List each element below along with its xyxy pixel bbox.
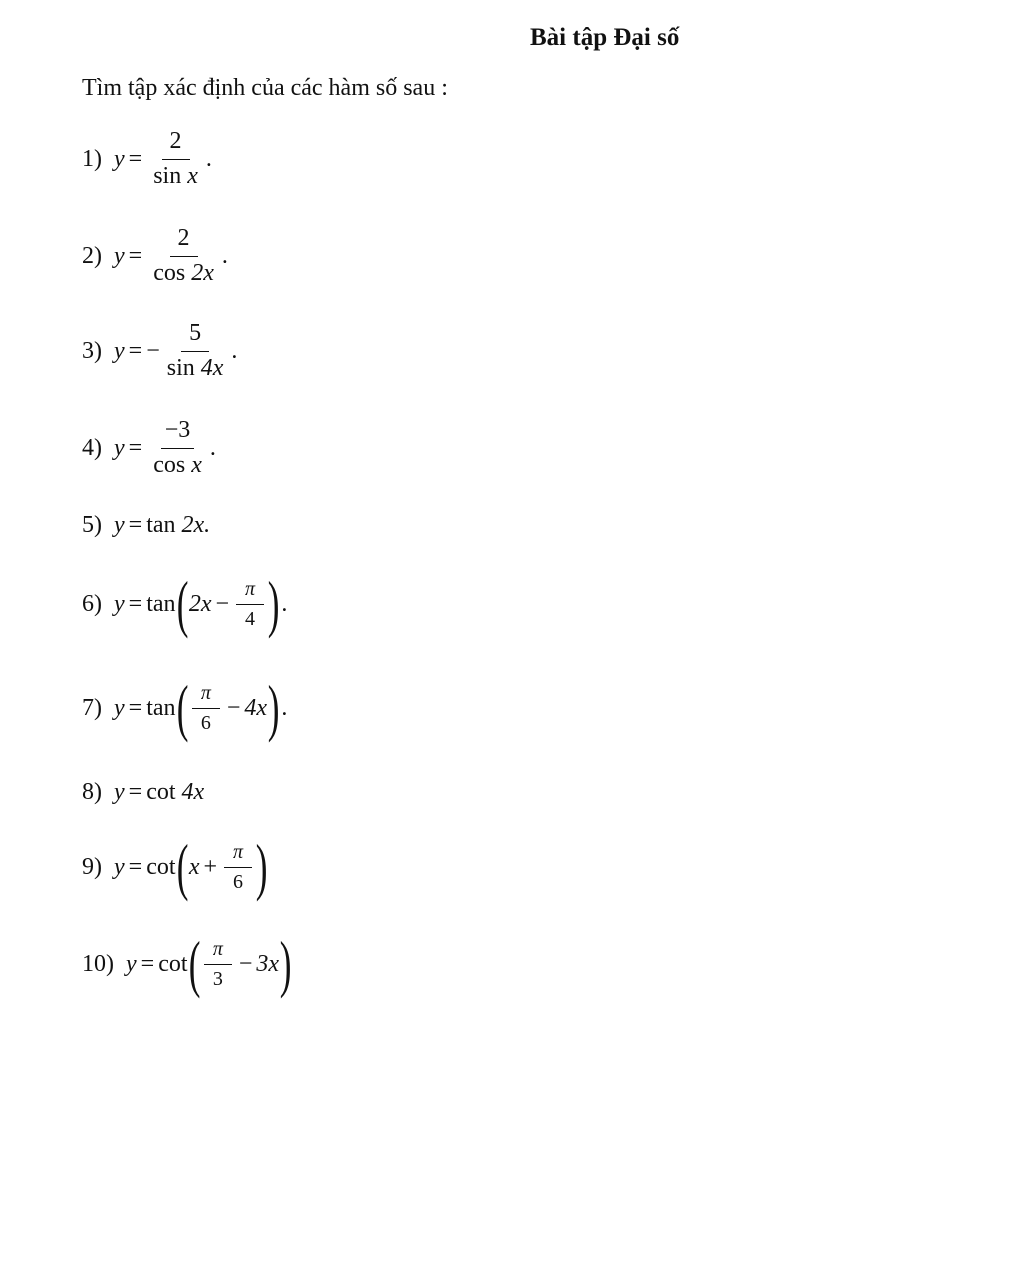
exercise-1 (82, 128, 212, 190)
instruction-text: Tìm tập xác định của các hàm số sau : (82, 75, 448, 101)
equals-sign: = (128, 512, 143, 538)
equals-sign: = (128, 853, 143, 880)
argument: x (187, 162, 198, 189)
pi-fraction (204, 938, 232, 991)
variable-y: y (114, 434, 125, 461)
function-name: cos (153, 259, 186, 286)
exercise-number: 3) (82, 337, 102, 364)
function-name: tan (146, 590, 176, 617)
numerator: 2 (162, 128, 190, 160)
end-punctuation: . (221, 242, 228, 269)
variable-y: y (114, 512, 125, 538)
exercise-number: 5) (82, 512, 102, 538)
argument: 4x (200, 354, 224, 381)
variable-y: y (114, 145, 125, 172)
exercise-10 (82, 928, 292, 999)
variable-y: y (114, 242, 125, 269)
left-paren: ( (176, 568, 189, 639)
exercise-9 (82, 831, 268, 902)
page-title: Bài tập Đại số (530, 24, 680, 51)
pi-fraction (236, 578, 264, 631)
end-punctuation: . (231, 337, 238, 364)
function-name: sin (153, 162, 182, 189)
argument: 2x (191, 259, 214, 286)
exercise-3 (82, 320, 237, 382)
denominator (149, 160, 202, 191)
argument: 4x (181, 779, 205, 805)
function-name: tan (146, 694, 176, 721)
function-name: cot (158, 950, 188, 977)
numerator: π (236, 578, 264, 605)
fraction (149, 417, 206, 479)
variable-y: y (114, 590, 125, 617)
denominator: 6 (233, 870, 244, 893)
end-punctuation: . (209, 434, 216, 461)
denominator (149, 449, 206, 480)
function-name: tan (146, 512, 176, 538)
fraction (149, 225, 218, 287)
exercise-number: 1) (82, 145, 102, 172)
exercise-number: 8) (82, 779, 102, 805)
term: x (188, 853, 200, 880)
exercise-number: 7) (82, 694, 102, 721)
fraction (149, 128, 202, 190)
denominator: 3 (212, 967, 223, 990)
function-name: cot (146, 853, 176, 880)
operator: − (215, 590, 230, 617)
right-paren: ) (267, 568, 280, 639)
fraction (163, 320, 228, 382)
denominator (149, 257, 218, 288)
operator: − (238, 950, 253, 977)
numerator: π (192, 682, 220, 709)
right-paren: ) (279, 928, 292, 999)
exercise-number: 6) (82, 590, 102, 617)
pi-fraction (224, 841, 252, 894)
exercise-5 (82, 512, 210, 539)
numerator: π (224, 841, 252, 868)
variable-y: y (126, 950, 137, 977)
term: 2x (188, 590, 212, 617)
end-punctuation: . (281, 590, 288, 617)
denominator: 6 (200, 711, 211, 734)
left-paren: ( (176, 831, 189, 902)
left-paren: ( (188, 928, 201, 999)
numerator: −3 (161, 417, 195, 449)
argument: 2x. (181, 512, 211, 538)
operator: − (226, 694, 241, 721)
exercise-number: 4) (82, 434, 102, 461)
equals-sign: = (128, 337, 143, 364)
right-paren: ) (267, 672, 280, 743)
exercise-number: 10) (82, 950, 114, 977)
pi-fraction (192, 682, 220, 735)
function-name: sin (166, 354, 195, 381)
end-punctuation: . (281, 694, 288, 721)
equals-sign: = (128, 434, 143, 461)
equals-sign: = (128, 694, 143, 721)
equals-sign: = (128, 242, 143, 269)
equals-sign: = (128, 590, 143, 617)
right-paren: ) (255, 831, 268, 902)
exercise-4 (82, 417, 216, 479)
end-punctuation: . (205, 145, 212, 172)
exercise-number: 2) (82, 242, 102, 269)
equals-sign: = (140, 950, 155, 977)
denominator (163, 352, 228, 383)
variable-y: y (114, 337, 125, 364)
numerator: 2 (170, 225, 198, 257)
exercise-7 (82, 672, 288, 743)
term: 4x (244, 694, 268, 721)
term: 3x (256, 950, 280, 977)
exercise-6 (82, 568, 288, 639)
denominator: 4 (245, 607, 256, 630)
minus-sign: − (146, 337, 160, 364)
variable-y: y (114, 779, 125, 805)
exercise-number: 9) (82, 853, 102, 880)
operator: + (203, 853, 218, 880)
numerator: 5 (181, 320, 209, 352)
argument: x (191, 451, 202, 478)
function-name: cos (153, 451, 186, 478)
exercise-2 (82, 225, 228, 287)
variable-y: y (114, 694, 125, 721)
numerator: π (204, 938, 232, 965)
exercise-8 (82, 779, 204, 806)
left-paren: ( (176, 672, 189, 743)
equals-sign: = (128, 779, 143, 805)
variable-y: y (114, 853, 125, 880)
equals-sign: = (128, 145, 143, 172)
function-name: cot (146, 779, 176, 805)
